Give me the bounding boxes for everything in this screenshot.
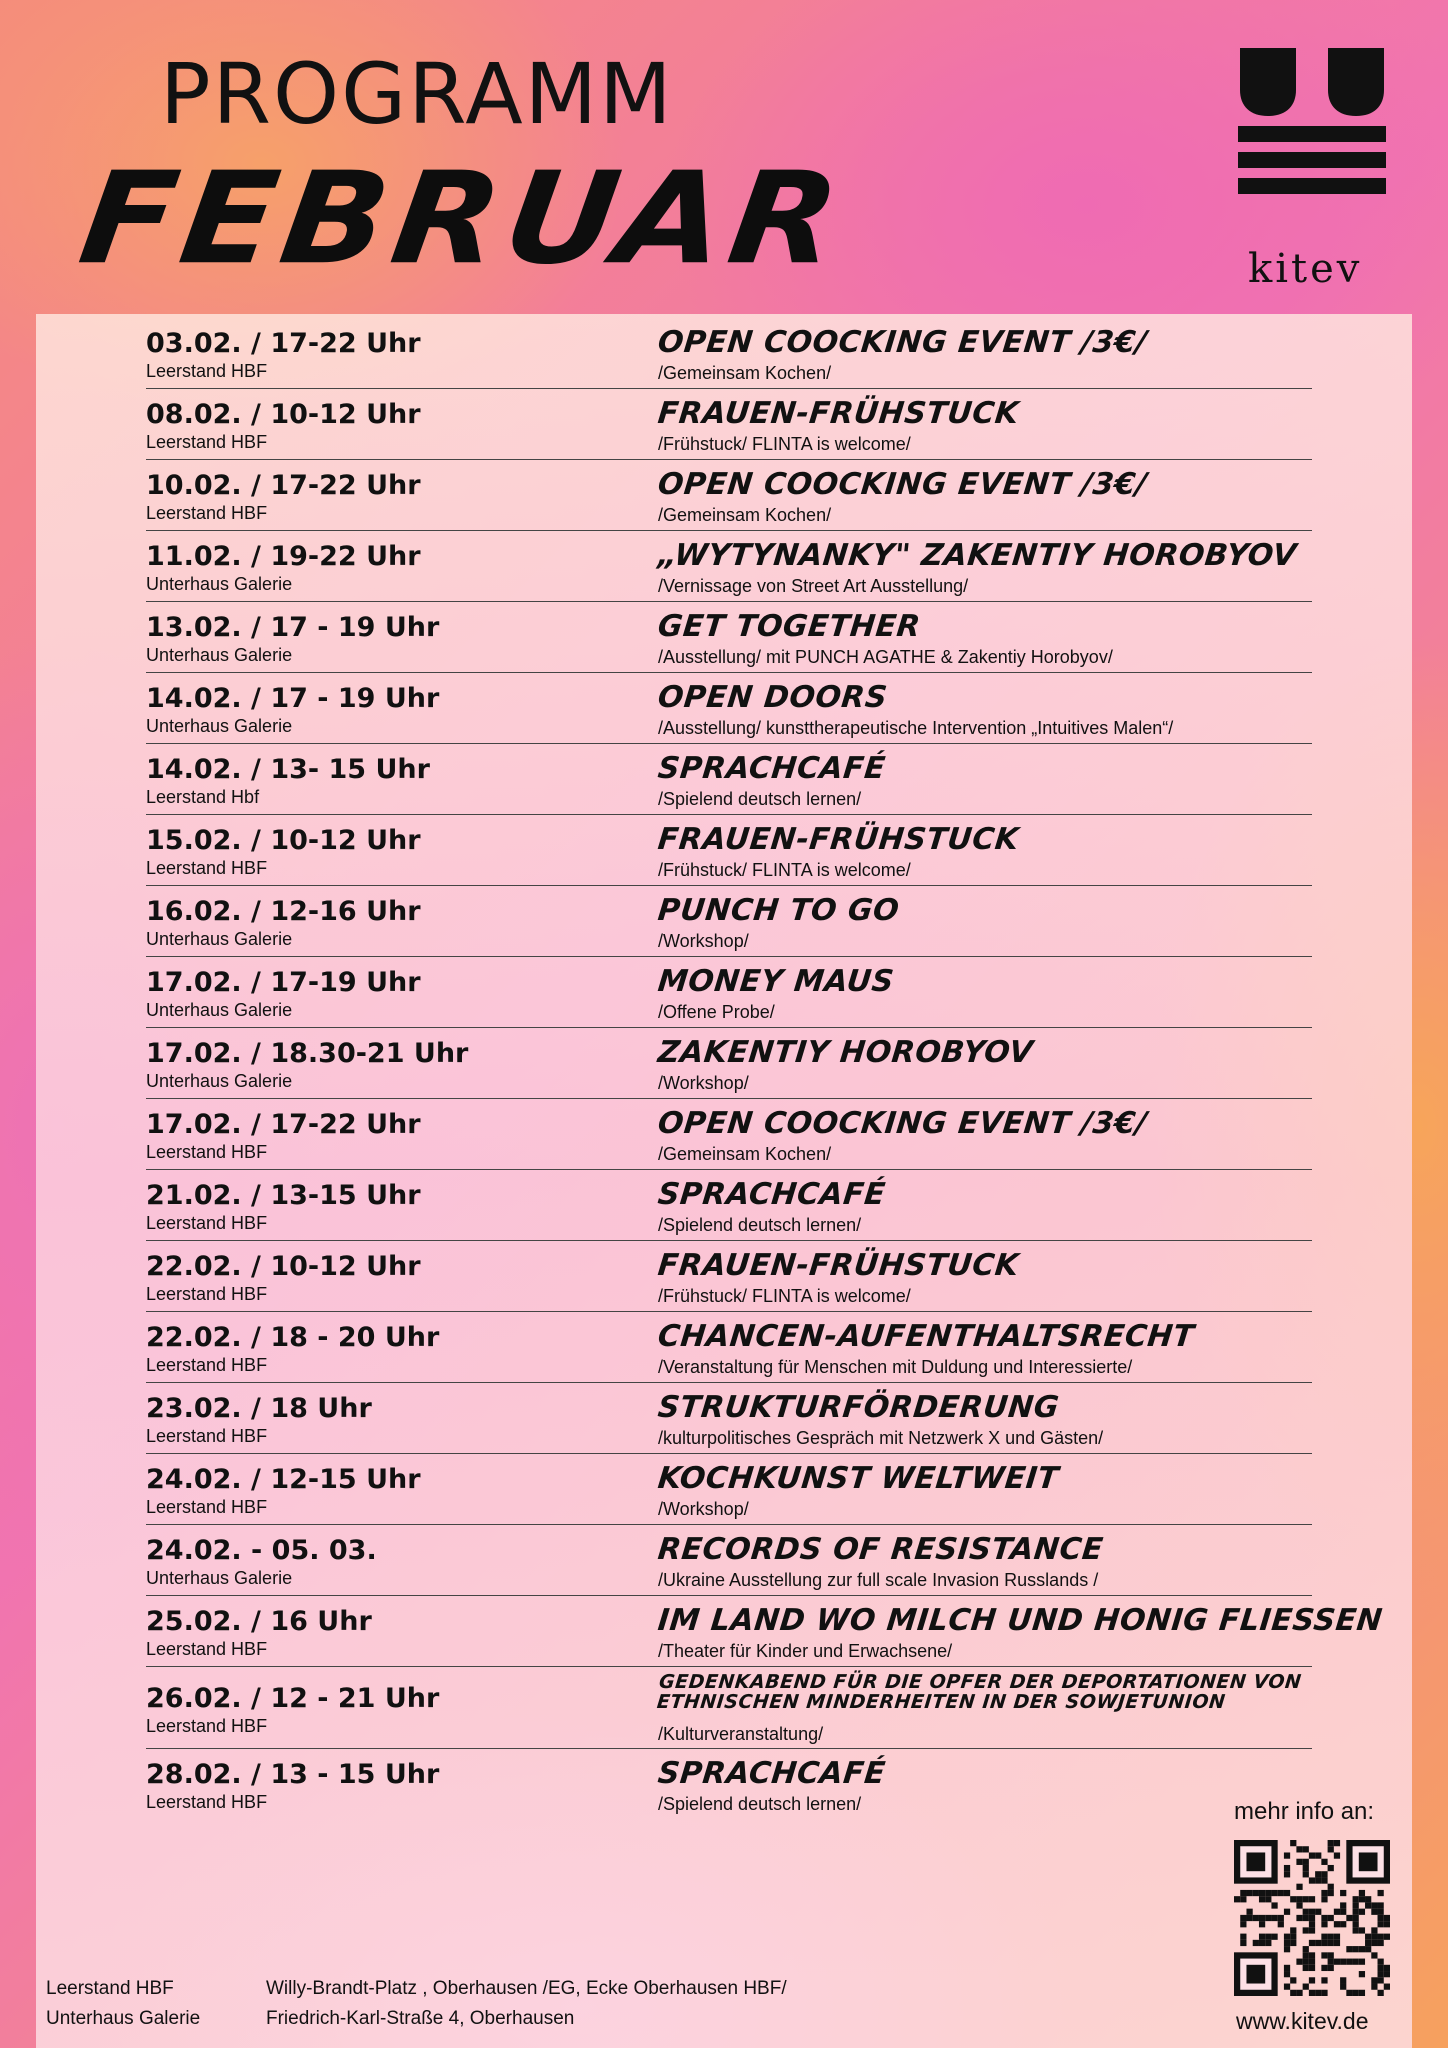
event-row: [146, 602, 1312, 673]
qr-module: [1378, 1934, 1384, 1940]
event-subtitle: /Vernissage von Street Art Ausstellung/: [658, 576, 969, 596]
qr-module: [1253, 1915, 1259, 1921]
event-subtitle: /Spielend deutsch lernen/: [658, 1794, 862, 1814]
qr-module: [1321, 1952, 1327, 1958]
qr-module: [1378, 1971, 1384, 1977]
event-title: FRAUEN-FRÜHSTUCK: [656, 822, 1021, 857]
qr-module: [1321, 1859, 1327, 1865]
qr-module: [1340, 1959, 1346, 1965]
qr-module: [1328, 1890, 1334, 1896]
qr-module: [1328, 1965, 1334, 1971]
qr-module: [1265, 1896, 1271, 1902]
qr-module: [1378, 1921, 1384, 1927]
event-venue: Leerstand HBF: [146, 1426, 268, 1446]
qr-module: [1309, 1896, 1315, 1902]
qr-module: [1378, 1902, 1384, 1908]
event-venue: Unterhaus Galerie: [146, 645, 293, 665]
qr-module: [1290, 1896, 1296, 1902]
qr-module: [1284, 1852, 1290, 1858]
event-subtitle: /Workshop/: [658, 931, 749, 951]
event-row: [146, 389, 1312, 460]
qr-module: [1359, 1927, 1365, 1933]
event-subtitle: /Ausstellung/ kunsttherapeutische Intervention „Intuitives Malen“/: [658, 718, 1174, 738]
qr-module: [1334, 1940, 1340, 1946]
event-subtitle: /Frühstuck/ FLINTA is welcome/: [658, 1286, 911, 1306]
qr-module: [1359, 1909, 1365, 1915]
qr-module: [1359, 1890, 1365, 1896]
qr-module: [1334, 1959, 1340, 1965]
qr-module: [1309, 1852, 1315, 1858]
qr-module: [1253, 1940, 1259, 1946]
qr-module: [1309, 1965, 1315, 1971]
event-title: FRAUEN-FRÜHSTUCK: [656, 1248, 1021, 1283]
event-subtitle: /Workshop/: [658, 1073, 749, 1093]
qr-module: [1359, 1971, 1365, 1977]
event-title: „WYTYNANKY" ZAKENTIY HOROBYOV: [656, 538, 1299, 573]
event-title: CHANCEN-AUFENTHALTSRECHT: [656, 1319, 1196, 1354]
qr-module: [1378, 1977, 1384, 1983]
qr-module: [1296, 1896, 1302, 1902]
event-subtitle: /Ukraine Ausstellung zur full scale Invasion Russlands /: [658, 1570, 1099, 1590]
qr-module: [1309, 1940, 1315, 1946]
qr-module: [1284, 1865, 1290, 1871]
qr-module: [1296, 1846, 1302, 1852]
qr-module: [1259, 1896, 1265, 1902]
event-title: OPEN COOCKING EVENT /3€/: [656, 325, 1149, 360]
qr-module: [1334, 1934, 1340, 1940]
qr-module: [1328, 1865, 1334, 1871]
qr-module: [1340, 1984, 1346, 1990]
event-title: STRUKTURFÖRDERUNG: [656, 1390, 1061, 1425]
qr-module: [1296, 1884, 1302, 1890]
event-datetime: 17.02. / 18.30-21 Uhr: [146, 1038, 469, 1069]
qr-module: [1309, 1909, 1315, 1915]
qr-module: [1253, 1890, 1259, 1896]
qr-module: [1340, 1890, 1346, 1896]
qr-module: [1384, 1934, 1390, 1940]
event-datetime: 28.02. / 13 - 15 Uhr: [146, 1759, 440, 1790]
event-title: SPRACHCAFÉ: [656, 1177, 888, 1212]
event-title: ZAKENTIY HOROBYOV: [656, 1035, 1035, 1070]
qr-module: [1353, 1927, 1359, 1933]
event-subtitle: /Frühstuck/ FLINTA is welcome/: [658, 434, 911, 454]
event-row: [146, 1241, 1312, 1312]
event-datetime: 25.02. / 16 Uhr: [146, 1606, 372, 1637]
qr-module: [1353, 1909, 1359, 1915]
qr-module: [1309, 1927, 1315, 1933]
qr-module: [1271, 1902, 1277, 1908]
event-row: [146, 1667, 1312, 1749]
qr-module: [1303, 1984, 1309, 1990]
qr-module: [1284, 1909, 1290, 1915]
more-info-label: mehr info an:: [1234, 1798, 1375, 1825]
qr-module: [1309, 1915, 1315, 1921]
qr-module: [1365, 1946, 1371, 1952]
event-venue: Leerstand HBF: [146, 361, 268, 381]
event-venue: Leerstand HBF: [146, 1213, 268, 1233]
qr-module: [1240, 1940, 1246, 1946]
event-subtitle: /Spielend deutsch lernen/: [658, 1215, 862, 1235]
event-venue: Leerstand HBF: [146, 1355, 268, 1375]
event-title: MONEY MAUS: [656, 964, 896, 999]
qr-module: [1303, 1927, 1309, 1933]
event-venue: Unterhaus Galerie: [146, 1071, 293, 1091]
qr-module: [1371, 1902, 1377, 1908]
qr-module: [1271, 1934, 1277, 1940]
qr-module: [1340, 1921, 1346, 1927]
event-row: [146, 744, 1312, 815]
qr-module: [1365, 1940, 1371, 1946]
event-subtitle: /Workshop/: [658, 1499, 749, 1519]
qr-module: [1334, 1840, 1340, 1846]
event-venue: Leerstand HBF: [146, 1639, 268, 1659]
qr-module: [1328, 1959, 1334, 1965]
qr-module: [1321, 1871, 1327, 1877]
qr-module: [1328, 1915, 1334, 1921]
qr-module: [1296, 1959, 1302, 1965]
qr-module: [1303, 1846, 1309, 1852]
event-venue: Unterhaus Galerie: [146, 574, 293, 594]
qr-module: [1240, 1934, 1246, 1940]
event-title: GET TOGETHER: [656, 609, 923, 644]
qr-module: [1303, 1965, 1309, 1971]
event-datetime: 16.02. / 12-16 Uhr: [146, 896, 421, 927]
event-title: FRAUEN-FRÜHSTUCK: [656, 396, 1021, 431]
qr-module: [1384, 1915, 1390, 1921]
qr-module: [1271, 1915, 1277, 1921]
qr-module: [1321, 1965, 1327, 1971]
qr-module: [1334, 1852, 1340, 1858]
qr-module: [1303, 1871, 1309, 1877]
address-name: Unterhaus Galerie: [46, 2008, 201, 2029]
qr-module: [1353, 1959, 1359, 1965]
qr-module: [1378, 1915, 1384, 1921]
qr-module: [1309, 1990, 1315, 1996]
qr-module: [1259, 1915, 1265, 1921]
event-subtitle: /Frühstuck/ FLINTA is welcome/: [658, 860, 911, 880]
qr-module: [1384, 1965, 1390, 1971]
event-venue: Unterhaus Galerie: [146, 929, 293, 949]
event-subtitle: /Gemeinsam Kochen/: [658, 1144, 832, 1164]
event-row: [146, 1383, 1312, 1454]
qr-module: [1321, 1915, 1327, 1921]
qr-module: [1309, 1952, 1315, 1958]
qr-module: [1328, 1934, 1334, 1940]
qr-module: [1284, 1965, 1290, 1971]
event-venue: Leerstand HBF: [146, 503, 268, 523]
event-title: KOCHKUNST WELTWEIT: [656, 1461, 1061, 1496]
event-title: SPRACHCAFÉ: [656, 1756, 888, 1791]
qr-module: [1353, 1915, 1359, 1921]
event-datetime: 24.02. - 05. 03.: [146, 1535, 377, 1566]
qr-module: [1334, 1921, 1340, 1927]
qr-module: [1353, 1921, 1359, 1927]
qr-module: [1284, 1971, 1290, 1977]
event-title: GEDENKABEND FÜR DIE OPFER DER DEPORTATIONEN VON ETHNISCHEN MINDERHEITEN IN DER SOWJETUNION: [655, 1671, 1303, 1713]
qr-module: [1296, 1915, 1302, 1921]
qr-module: [1378, 1990, 1384, 1996]
qr-module: [1259, 1940, 1265, 1946]
event-datetime: 21.02. / 13-15 Uhr: [146, 1180, 421, 1211]
qr-module: [1315, 1871, 1321, 1877]
qr-module: [1303, 1946, 1309, 1952]
qr-module: [1240, 1921, 1246, 1927]
qr-module: [1384, 1984, 1390, 1990]
qr-module: [1309, 1959, 1315, 1965]
qr-module: [1371, 1952, 1377, 1958]
event-venue: Unterhaus Galerie: [146, 1568, 293, 1588]
qr-module: [1240, 1896, 1246, 1902]
qr-module: [1315, 1877, 1321, 1883]
event-subtitle: /kulturpolitisches Gespräch mit Netzwerk X und Gästen/: [658, 1428, 1104, 1448]
qr-module: [1371, 1934, 1377, 1940]
qr-module: [1265, 1890, 1271, 1896]
qr-module: [1346, 1990, 1352, 1996]
qr-module: [1290, 1927, 1296, 1933]
qr-module: [1371, 1984, 1377, 1990]
qr-module: [1328, 1940, 1334, 1946]
qr-module: [1259, 1921, 1265, 1927]
qr-module: [1365, 1934, 1371, 1940]
qr-module: [1278, 1890, 1284, 1896]
event-datetime: 13.02. / 17 - 19 Uhr: [146, 612, 440, 643]
qr-module: [1371, 1909, 1377, 1915]
event-datetime: 22.02. / 18 - 20 Uhr: [146, 1322, 440, 1353]
qr-module: [1321, 1990, 1327, 1996]
qr-module: [1271, 1890, 1277, 1896]
month-title: FEBRUAR: [71, 144, 854, 293]
qr-module: [1359, 1946, 1365, 1952]
qr-module: [1296, 1902, 1302, 1908]
qr-module: [1284, 1940, 1290, 1946]
qr-module: [1290, 1940, 1296, 1946]
qr-module: [1284, 1946, 1290, 1952]
event-venue: Leerstand HBF: [146, 1792, 268, 1812]
qr-module: [1265, 1915, 1271, 1921]
event-datetime: 11.02. / 19-22 Uhr: [146, 541, 421, 572]
qr-module: [1371, 1927, 1377, 1933]
event-row: [146, 673, 1312, 744]
qr-module: [1259, 1890, 1265, 1896]
qr-module: [1353, 1896, 1359, 1902]
qr-module: [1353, 1946, 1359, 1952]
qr-module: [1284, 1890, 1290, 1896]
event-datetime: 17.02. / 17-19 Uhr: [146, 967, 421, 998]
qr-module: [1321, 1890, 1327, 1896]
event-row: [146, 1099, 1312, 1170]
kitev-logo-icon: [1238, 48, 1386, 198]
event-row: [146, 1028, 1312, 1099]
event-datetime: 23.02. / 18 Uhr: [146, 1393, 372, 1424]
address-name: Leerstand HBF: [46, 1978, 174, 1999]
qr-module: [1365, 1896, 1371, 1902]
event-datetime: 10.02. / 17-22 Uhr: [146, 470, 421, 501]
event-row: [146, 815, 1312, 886]
qr-module: [1359, 1959, 1365, 1965]
event-row: [146, 318, 1312, 389]
qr-module: [1303, 1896, 1309, 1902]
qr-module: [1340, 1902, 1346, 1908]
address-street: Willy-Brandt-Platz , Oberhausen /EG, Ecke Oberhausen HBF/: [266, 1978, 787, 1999]
qr-module: [1315, 1990, 1321, 1996]
event-subtitle: /Offene Probe/: [658, 1002, 775, 1022]
qr-module: [1340, 1909, 1346, 1915]
qr-module: [1309, 1877, 1315, 1883]
qr-module: [1365, 1902, 1371, 1908]
qr-module: [1246, 1909, 1252, 1915]
event-title: SPRACHCAFÉ: [656, 751, 888, 786]
qr-module: [1265, 1940, 1271, 1946]
logo-text: kitev: [1248, 246, 1363, 292]
event-title: OPEN COOCKING EVENT /3€/: [656, 1106, 1149, 1141]
qr-module: [1346, 1959, 1352, 1965]
qr-module: [1321, 1940, 1327, 1946]
event-venue: Unterhaus Galerie: [146, 716, 293, 736]
event-subtitle: /Kulturveranstaltung/: [658, 1724, 824, 1744]
qr-module: [1378, 1959, 1384, 1965]
event-subtitle: /Ausstellung/ mit PUNCH AGATHE & Zakentiy Horobyov/: [658, 647, 1113, 667]
qr-module: [1278, 1921, 1284, 1927]
qr-module: [1303, 1865, 1309, 1871]
event-datetime: 17.02. / 17-22 Uhr: [146, 1109, 421, 1140]
event-title: IM LAND WO MILCH UND HONIG FLIESSEN: [656, 1603, 1385, 1638]
qr-module: [1359, 1990, 1365, 1996]
event-datetime: 14.02. / 17 - 19 Uhr: [146, 683, 440, 714]
event-venue: Leerstand HBF: [146, 1497, 268, 1517]
qr-module: [1284, 1984, 1290, 1990]
qr-module: [1328, 1884, 1334, 1890]
qr-module: [1328, 1952, 1334, 1958]
qr-module: [1321, 1896, 1327, 1902]
event-title: PUNCH TO GO: [656, 893, 901, 928]
qr-module: [1284, 1934, 1290, 1940]
qr-module: [1378, 1890, 1384, 1896]
qr-module: [1328, 1846, 1334, 1852]
qr-module: [1278, 1915, 1284, 1921]
qr-module: [1290, 1990, 1296, 1996]
event-row: [146, 1312, 1312, 1383]
qr-module: [1315, 1852, 1321, 1858]
qr-module: [1259, 1934, 1265, 1940]
qr-module: [1384, 1921, 1390, 1927]
event-venue: Leerstand HBF: [146, 1284, 268, 1304]
qr-module: [1290, 1977, 1296, 1983]
event-row: [146, 1170, 1312, 1241]
qr-module: [1353, 1990, 1359, 1996]
qr-module: [1234, 1896, 1240, 1902]
qr-module: [1340, 1977, 1346, 1983]
address-street: Friedrich-Karl-Straße 4, Oberhausen: [266, 2008, 575, 2029]
event-venue: Leerstand HBF: [146, 1716, 268, 1736]
event-title: OPEN DOORS: [656, 680, 890, 715]
qr-module: [1321, 1877, 1327, 1883]
qr-module: [1346, 1946, 1352, 1952]
qr-module: [1303, 1909, 1309, 1915]
event-subtitle: /Spielend deutsch lernen/: [658, 789, 862, 809]
qr-module: [1315, 1940, 1321, 1946]
qr-module: [1315, 1909, 1321, 1915]
qr-module: [1246, 1852, 1265, 1871]
event-row: [146, 460, 1312, 531]
event-datetime: 26.02. / 12 - 21 Uhr: [146, 1683, 440, 1714]
event-subtitle: /Veranstaltung für Menschen mit Duldung und Interessierte/: [658, 1357, 1133, 1377]
event-row: [146, 1525, 1312, 1596]
event-row: [146, 1454, 1312, 1525]
qr-module: [1346, 1915, 1352, 1921]
event-subtitle: /Gemeinsam Kochen/: [658, 363, 832, 383]
qr-module: [1309, 1977, 1315, 1983]
event-venue: Unterhaus Galerie: [146, 1000, 293, 1020]
qr-module: [1290, 1934, 1296, 1940]
qr-module: [1240, 1915, 1246, 1921]
qr-module: [1378, 1940, 1384, 1946]
qr-module: [1303, 1959, 1309, 1965]
qr-module: [1246, 1890, 1252, 1896]
event-title: OPEN COOCKING EVENT /3€/: [656, 467, 1149, 502]
website-link[interactable]: www.kitev.de: [1236, 2008, 1369, 2034]
event-subtitle: /Theater für Kinder und Erwachsene/: [658, 1641, 953, 1661]
qr-code-icon[interactable]: [1234, 1840, 1390, 1996]
event-row: [146, 1596, 1385, 1667]
event-title: RECORDS OF RESISTANCE: [656, 1532, 1105, 1567]
qr-module: [1284, 1871, 1290, 1877]
event-datetime: 15.02. / 10-12 Uhr: [146, 825, 421, 856]
qr-module: [1371, 1940, 1377, 1946]
event-row: [146, 886, 1312, 957]
qr-module: [1265, 1934, 1271, 1940]
qr-module: [1328, 1840, 1334, 1846]
qr-module: [1321, 1921, 1327, 1927]
event-datetime: 14.02. / 13- 15 Uhr: [146, 754, 430, 785]
qr-module: [1321, 1977, 1327, 1983]
qr-module: [1246, 1965, 1265, 1984]
qr-module: [1290, 1840, 1296, 1846]
qr-module: [1303, 1915, 1309, 1921]
event-subtitle: /Gemeinsam Kochen/: [658, 505, 832, 525]
event-venue: Leerstand HBF: [146, 858, 268, 878]
qr-module: [1334, 1909, 1340, 1915]
event-datetime: 22.02. / 10-12 Uhr: [146, 1251, 421, 1282]
qr-module: [1353, 1902, 1359, 1908]
qr-module: [1321, 1934, 1327, 1940]
event-venue: Leerstand HBF: [146, 1142, 268, 1162]
qr-module: [1296, 1990, 1302, 1996]
qr-module: [1309, 1921, 1315, 1927]
qr-module: [1371, 1977, 1377, 1983]
qr-module: [1303, 1859, 1309, 1865]
event-row: [146, 1749, 1312, 1820]
qr-module: [1240, 1890, 1246, 1896]
qr-module: [1303, 1952, 1309, 1958]
qr-module: [1359, 1852, 1378, 1871]
event-row: [146, 957, 1312, 1028]
qr-module: [1359, 1896, 1365, 1902]
qr-module: [1378, 1909, 1384, 1915]
event-datetime: 08.02. / 10-12 Uhr: [146, 399, 421, 430]
qr-module: [1384, 1971, 1390, 1977]
event-datetime: 03.02. / 17-22 Uhr: [146, 328, 421, 359]
qr-module: [1296, 1859, 1302, 1865]
qr-module: [1246, 1915, 1252, 1921]
qr-module: [1378, 1965, 1384, 1971]
event-venue: Leerstand HBF: [146, 432, 268, 452]
event-venue: Leerstand Hbf: [146, 787, 260, 807]
event-row: [146, 531, 1312, 602]
event-datetime: 24.02. / 12-15 Uhr: [146, 1464, 421, 1495]
page-title: PROGRAMM: [160, 45, 674, 143]
